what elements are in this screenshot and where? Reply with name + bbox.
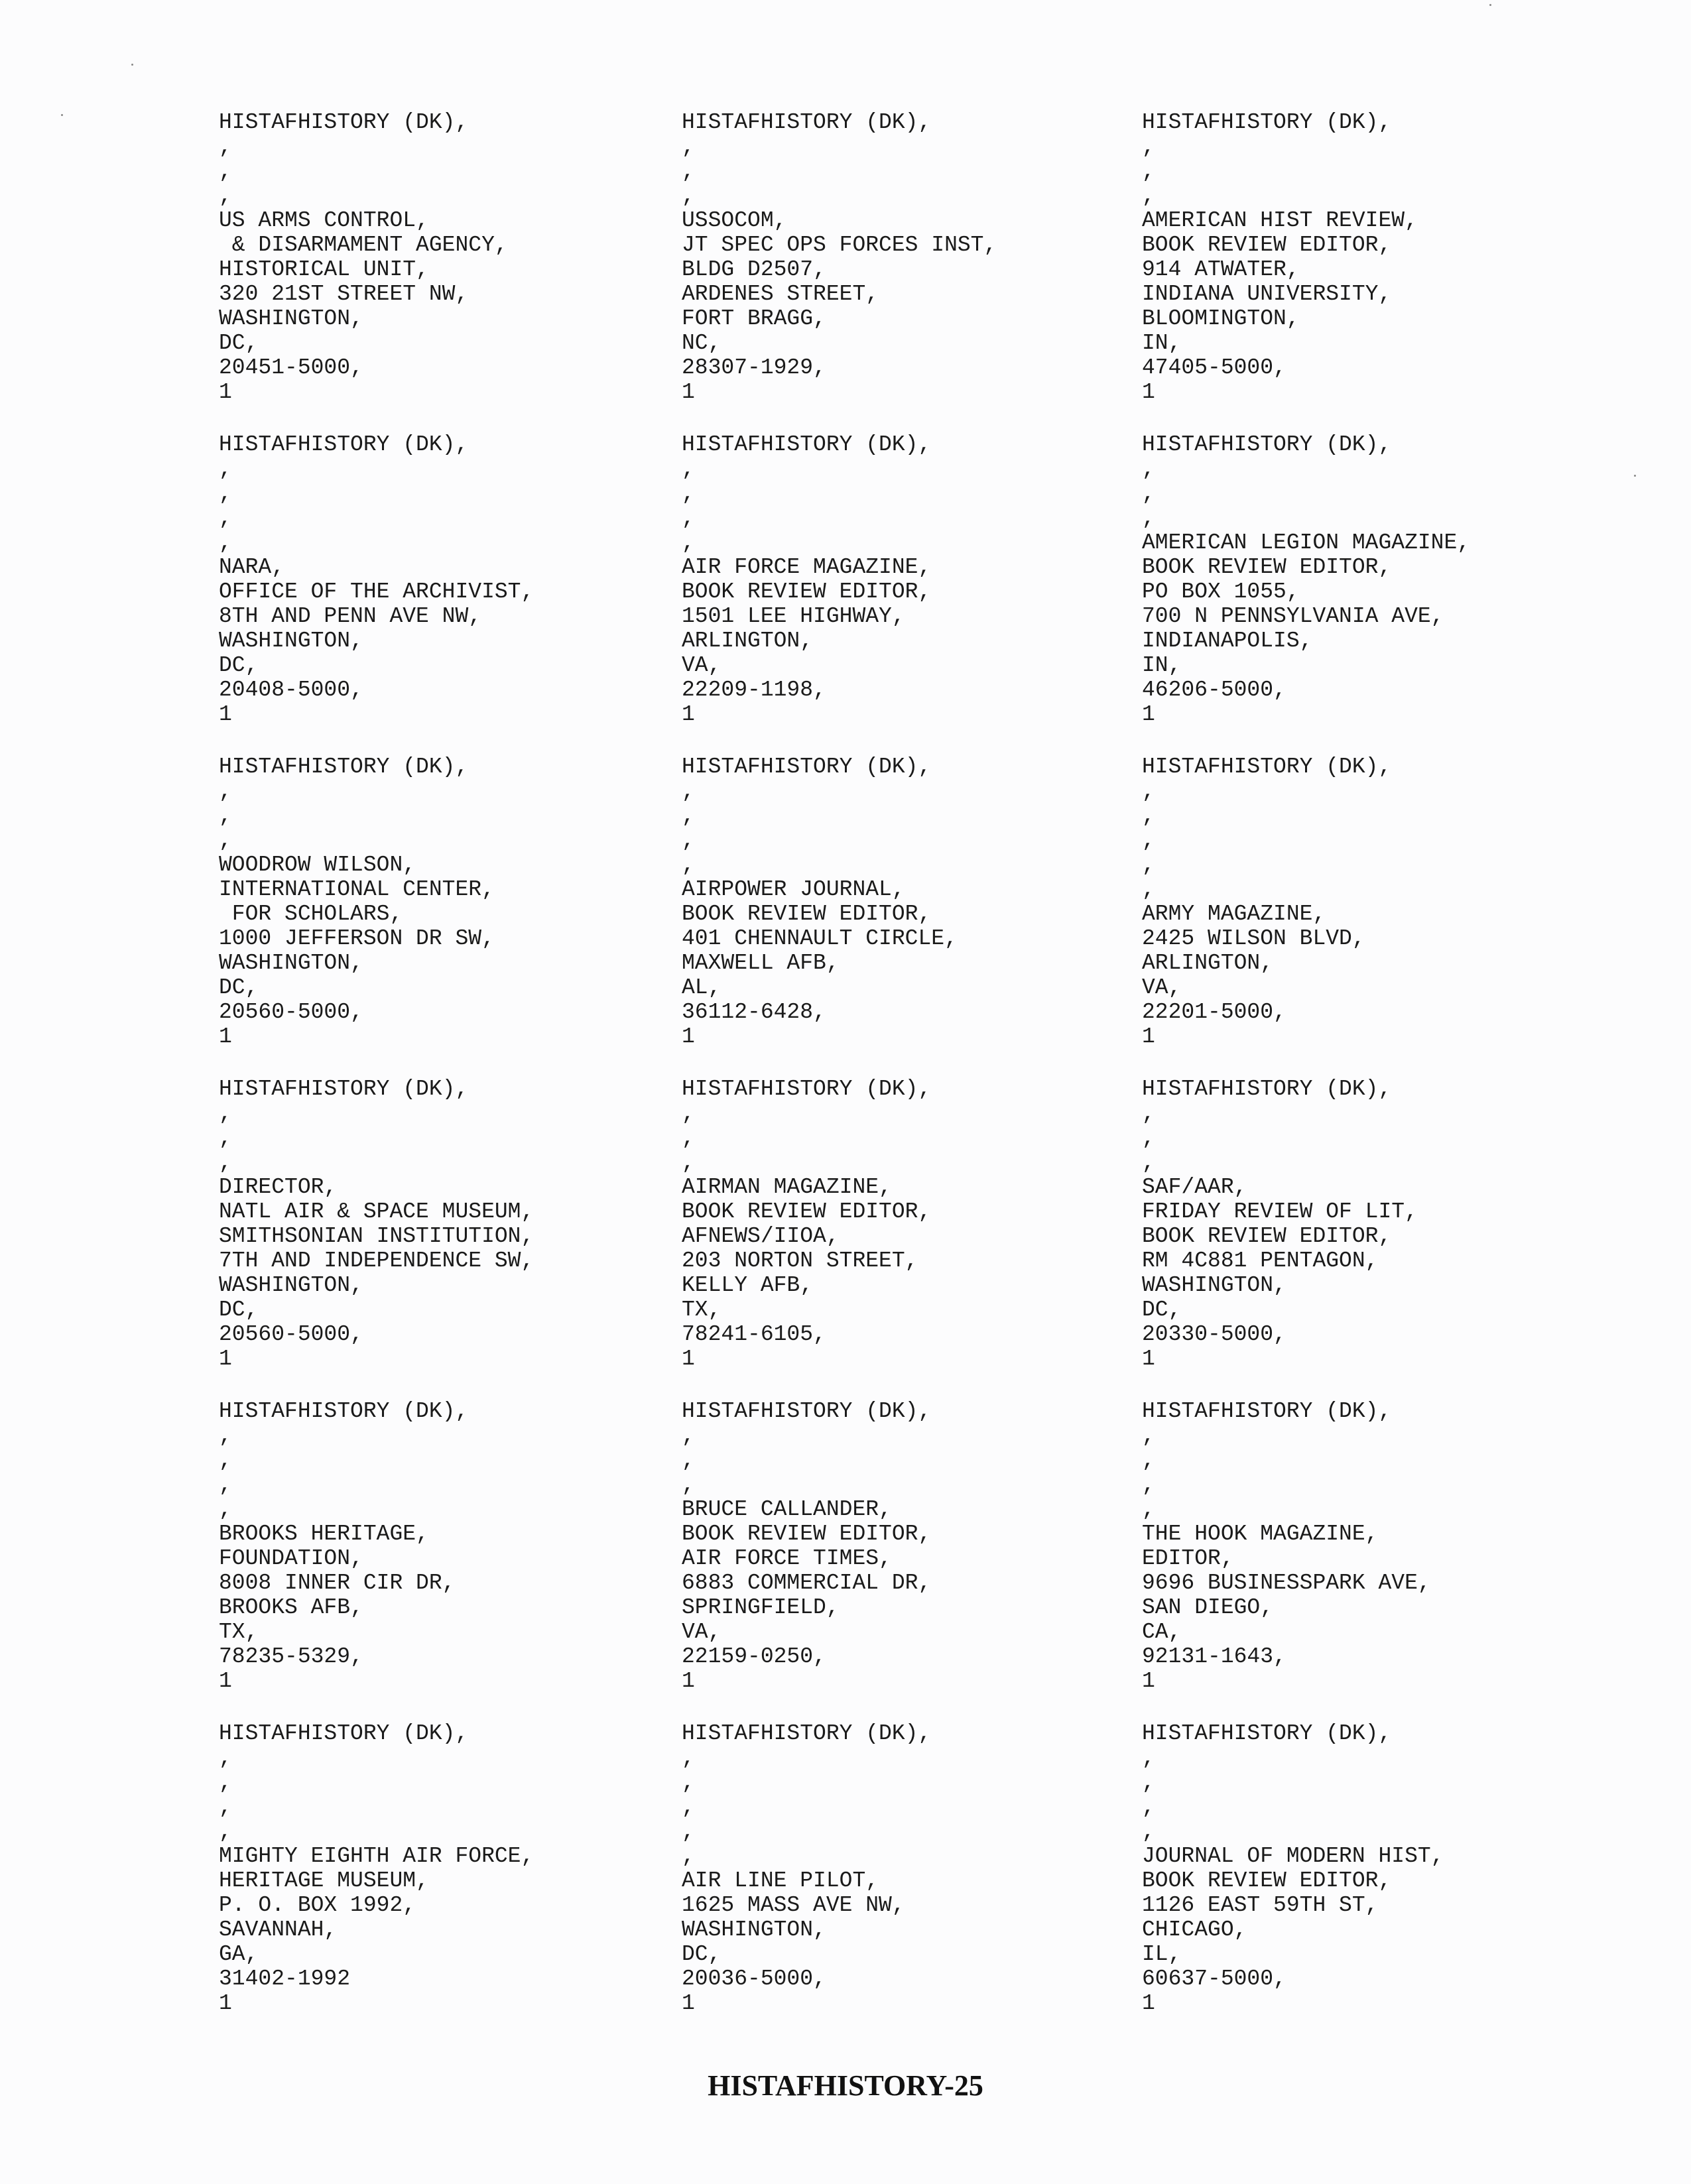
address-label: [219, 110, 670, 404]
address-line: ARDENES STREET,: [682, 282, 879, 306]
address-line: WASHINGTON,: [1142, 1273, 1286, 1298]
address-line: ,: [1142, 1150, 1155, 1175]
address-line: FRIDAY REVIEW OF LIT,: [1142, 1199, 1418, 1224]
address-line: 401 CHENNAULT CIRCLE,: [682, 926, 958, 951]
address-line: HISTAFHISTORY (DK),: [219, 1721, 469, 1746]
address-line: ,: [682, 779, 695, 804]
address-line: ,: [682, 1473, 695, 1497]
address-line: ARMY MAGAZINE,: [1142, 902, 1326, 926]
address-line: P. O. BOX 1992,: [219, 1893, 416, 1917]
label-row: [219, 1077, 1545, 1399]
address-line: 1: [219, 1024, 232, 1049]
address-line: VA,: [1142, 975, 1182, 1000]
address-line: ,: [219, 1448, 232, 1473]
address-line: WASHINGTON,: [219, 951, 363, 975]
address-line: 1: [1142, 702, 1155, 727]
address-line: BOOK REVIEW EDITOR,: [682, 1522, 932, 1546]
address-line: AIRMAN MAGAZINE,: [682, 1175, 892, 1199]
address-line: INDIANA UNIVERSITY,: [1142, 282, 1392, 306]
address-label: [1142, 432, 1593, 727]
address-line: ,: [682, 828, 695, 853]
address-line: ,: [682, 804, 695, 828]
address-line: AMERICAN LEGION MAGAZINE,: [1142, 530, 1471, 555]
address-line: 1: [1142, 1024, 1155, 1049]
address-line: 1: [219, 1991, 232, 2016]
address-line: CHICAGO,: [1142, 1917, 1247, 1942]
address-line: OFFICE OF THE ARCHIVIST,: [219, 579, 534, 604]
label-row: [219, 755, 1545, 1077]
scan-speck: [1634, 475, 1636, 477]
address-line: NC,: [682, 331, 721, 355]
address-line: ,: [1142, 804, 1155, 828]
address-line: 8TH AND PENN AVE NW,: [219, 604, 482, 629]
address-line: IN,: [1142, 331, 1182, 355]
address-line: HISTAFHISTORY (DK),: [682, 110, 932, 135]
address-line: 7TH AND INDEPENDENCE SW,: [219, 1248, 534, 1273]
address-line: SAVANNAH,: [219, 1917, 338, 1942]
address-line: HISTAFHISTORY (DK),: [219, 1399, 469, 1424]
address-line: FORT BRAGG,: [682, 306, 826, 331]
address-line: HISTAFHISTORY (DK),: [1142, 110, 1392, 135]
address-line: 1: [682, 1669, 695, 1693]
address-line: HISTORICAL UNIT,: [219, 257, 429, 282]
address-line: CA,: [1142, 1620, 1182, 1644]
address-line: ,: [1142, 457, 1155, 481]
address-label: [682, 1721, 1133, 2016]
address-line: 1: [219, 702, 232, 727]
address-line: ,: [219, 1795, 232, 1819]
address-line: BOOK REVIEW EDITOR,: [1142, 1868, 1392, 1893]
address-line: NARA,: [219, 555, 285, 579]
address-line: 20408-5000,: [219, 678, 363, 702]
address-line: 47405-5000,: [1142, 355, 1286, 380]
address-line: AIR FORCE TIMES,: [682, 1546, 892, 1571]
address-line: 203 NORTON STREET,: [682, 1248, 918, 1273]
label-row: [219, 432, 1545, 755]
address-line: 700 N PENNSYLVANIA AVE,: [1142, 604, 1444, 629]
address-line: 1126 EAST 59TH ST,: [1142, 1893, 1379, 1917]
address-line: ,: [682, 530, 695, 555]
address-line: JOURNAL OF MODERN HIST,: [1142, 1844, 1444, 1868]
address-line: 22209-1198,: [682, 678, 826, 702]
address-line: ,: [1142, 1770, 1155, 1795]
address-line: ,: [1142, 184, 1155, 208]
address-line: ,: [1142, 1448, 1155, 1473]
address-line: DC,: [219, 653, 259, 678]
address-line: HISTAFHISTORY (DK),: [682, 1721, 932, 1746]
address-line: ,: [219, 1150, 232, 1175]
address-line: PO BOX 1055,: [1142, 579, 1300, 604]
address-line: DC,: [219, 1298, 259, 1322]
address-line: 28307-1929,: [682, 355, 826, 380]
address-line: 1: [682, 1024, 695, 1049]
address-line: 1: [219, 1669, 232, 1693]
address-line: ,: [682, 159, 695, 184]
address-line: 1501 LEE HIGHWAY,: [682, 604, 905, 629]
address-label: [219, 432, 670, 727]
address-line: 78241-6105,: [682, 1322, 826, 1347]
label-row: [219, 1721, 1545, 2043]
address-label: [219, 1399, 670, 1693]
label-row: [219, 1399, 1545, 1721]
address-label: [1142, 755, 1593, 1049]
address-line: TX,: [219, 1620, 259, 1644]
address-label: [219, 1077, 670, 1371]
address-line: DC,: [219, 331, 259, 355]
address-line: IN,: [1142, 653, 1182, 678]
address-line: ,: [219, 481, 232, 506]
address-line: THE HOOK MAGAZINE,: [1142, 1522, 1379, 1546]
address-line: HISTAFHISTORY (DK),: [1142, 755, 1392, 779]
address-line: ,: [1142, 853, 1155, 877]
address-line: SPRINGFIELD,: [682, 1595, 840, 1620]
address-line: WASHINGTON,: [219, 629, 363, 653]
label-row: [219, 110, 1545, 432]
address-line: 20560-5000,: [219, 1000, 363, 1024]
address-line: 20330-5000,: [1142, 1322, 1286, 1347]
address-line: ,: [1142, 1424, 1155, 1448]
address-line: 92131-1643,: [1142, 1644, 1286, 1669]
address-line: 914 ATWATER,: [1142, 257, 1300, 282]
address-line: HISTAFHISTORY (DK),: [682, 432, 932, 457]
address-line: & DISARMAMENT AGENCY,: [219, 233, 508, 257]
address-line: ,: [219, 1819, 232, 1844]
address-line: ,: [219, 135, 232, 159]
address-line: ,: [682, 506, 695, 530]
address-line: BLDG D2507,: [682, 257, 826, 282]
address-line: ,: [1142, 1746, 1155, 1770]
address-line: AL,: [682, 975, 721, 1000]
address-line: BRUCE CALLANDER,: [682, 1497, 892, 1522]
address-line: ,: [682, 853, 695, 877]
address-line: 6883 COMMERCIAL DR,: [682, 1571, 932, 1595]
address-line: ,: [682, 135, 695, 159]
address-line: BROOKS HERITAGE,: [219, 1522, 429, 1546]
address-label: [682, 1399, 1133, 1693]
address-line: SAF/AAR,: [1142, 1175, 1247, 1199]
address-line: ,: [1142, 481, 1155, 506]
address-line: ,: [219, 1101, 232, 1126]
address-line: ,: [219, 828, 232, 853]
address-label: [1142, 1721, 1593, 2016]
address-line: VA,: [682, 653, 721, 678]
address-label: [1142, 110, 1593, 404]
address-line: 1: [682, 702, 695, 727]
address-label: [682, 432, 1133, 727]
address-line: 1: [682, 380, 695, 404]
address-line: ARLINGTON,: [1142, 951, 1274, 975]
address-line: 36112-6428,: [682, 1000, 826, 1024]
address-line: ARLINGTON,: [682, 629, 814, 653]
address-line: BOOK REVIEW EDITOR,: [682, 579, 932, 604]
address-line: 8008 INNER CIR DR,: [219, 1571, 456, 1595]
address-label: [219, 755, 670, 1049]
address-line: BROOKS AFB,: [219, 1595, 363, 1620]
address-line: ,: [1142, 1473, 1155, 1497]
address-line: ,: [219, 1126, 232, 1150]
address-line: 320 21ST STREET NW,: [219, 282, 469, 306]
address-line: DC,: [682, 1942, 721, 1967]
address-line: 78235-5329,: [219, 1644, 363, 1669]
address-line: AIR FORCE MAGAZINE,: [682, 555, 932, 579]
address-line: BOOK REVIEW EDITOR,: [1142, 1224, 1392, 1248]
address-line: 20451-5000,: [219, 355, 363, 380]
address-label: [1142, 1399, 1593, 1693]
address-line: AMERICAN HIST REVIEW,: [1142, 208, 1418, 233]
address-line: ,: [219, 804, 232, 828]
address-line: FOR SCHOLARS,: [219, 902, 403, 926]
address-line: HISTAFHISTORY (DK),: [1142, 1721, 1392, 1746]
address-line: HISTAFHISTORY (DK),: [1142, 432, 1392, 457]
address-line: BOOK REVIEW EDITOR,: [682, 1199, 932, 1224]
address-line: HISTAFHISTORY (DK),: [219, 432, 469, 457]
address-line: ,: [1142, 1795, 1155, 1819]
address-line: RM 4C881 PENTAGON,: [1142, 1248, 1379, 1273]
address-line: ,: [219, 457, 232, 481]
address-line: EDITOR,: [1142, 1546, 1234, 1571]
address-line: 1: [682, 1991, 695, 2016]
address-line: AFNEWS/IIOA,: [682, 1224, 840, 1248]
address-line: BOOK REVIEW EDITOR,: [682, 902, 932, 926]
address-line: HISTAFHISTORY (DK),: [219, 1077, 469, 1101]
address-line: ,: [682, 1770, 695, 1795]
address-line: DIRECTOR,: [219, 1175, 338, 1199]
address-line: VA,: [682, 1620, 721, 1644]
address-line: US ARMS CONTROL,: [219, 208, 429, 233]
address-line: JT SPEC OPS FORCES INST,: [682, 233, 997, 257]
address-line: BOOK REVIEW EDITOR,: [1142, 555, 1392, 579]
address-label-grid: [219, 110, 1545, 2043]
address-line: ,: [1142, 1101, 1155, 1126]
address-line: SMITHSONIAN INSTITUTION,: [219, 1224, 534, 1248]
address-line: 22201-5000,: [1142, 1000, 1286, 1024]
address-line: 1: [1142, 1669, 1155, 1693]
scan-speck: [61, 114, 63, 116]
address-line: ,: [682, 457, 695, 481]
address-line: ,: [1142, 159, 1155, 184]
address-line: ,: [219, 506, 232, 530]
address-line: SAN DIEGO,: [1142, 1595, 1274, 1620]
address-line: ,: [219, 184, 232, 208]
address-line: ,: [1142, 506, 1155, 530]
address-label: [682, 1077, 1133, 1371]
address-line: DC,: [219, 975, 259, 1000]
address-line: GA,: [219, 1942, 259, 1967]
address-line: MAXWELL AFB,: [682, 951, 840, 975]
address-line: ,: [1142, 779, 1155, 804]
address-line: WASHINGTON,: [219, 306, 363, 331]
address-line: 9696 BUSINESSPARK AVE,: [1142, 1571, 1431, 1595]
address-label: [219, 1721, 670, 2016]
address-line: IL,: [1142, 1942, 1182, 1967]
address-line: 1: [219, 1347, 232, 1371]
address-line: ,: [682, 1448, 695, 1473]
address-line: ,: [219, 1770, 232, 1795]
address-line: ,: [219, 779, 232, 804]
address-line: 46206-5000,: [1142, 678, 1286, 702]
address-line: BLOOMINGTON,: [1142, 306, 1300, 331]
address-line: AIRPOWER JOURNAL,: [682, 877, 905, 902]
address-line: USSOCOM,: [682, 208, 787, 233]
address-line: ,: [219, 530, 232, 555]
address-line: ,: [682, 481, 695, 506]
address-line: ,: [1142, 1497, 1155, 1522]
address-label: [682, 110, 1133, 404]
address-line: ,: [219, 1497, 232, 1522]
address-label: [1142, 1077, 1593, 1371]
address-line: INTERNATIONAL CENTER,: [219, 877, 495, 902]
address-line: WASHINGTON,: [682, 1917, 826, 1942]
address-line: HISTAFHISTORY (DK),: [219, 110, 469, 135]
address-line: MIGHTY EIGHTH AIR FORCE,: [219, 1844, 534, 1868]
address-line: 1: [219, 380, 232, 404]
address-line: ,: [1142, 135, 1155, 159]
page-footer-label: HISTAFHISTORY-25: [708, 2069, 983, 2102]
address-line: ,: [682, 1819, 695, 1844]
address-line: 1: [1142, 1991, 1155, 2016]
address-line: 31402-1992: [219, 1967, 351, 1991]
address-line: ,: [219, 159, 232, 184]
address-line: HISTAFHISTORY (DK),: [219, 755, 469, 779]
address-line: ,: [682, 1126, 695, 1150]
address-line: ,: [1142, 1126, 1155, 1150]
address-line: ,: [682, 1150, 695, 1175]
address-line: HISTAFHISTORY (DK),: [682, 755, 932, 779]
address-line: ,: [219, 1746, 232, 1770]
address-line: HISTAFHISTORY (DK),: [1142, 1077, 1392, 1101]
address-line: ,: [1142, 828, 1155, 853]
scan-speck: [131, 64, 133, 66]
address-line: 2425 WILSON BLVD,: [1142, 926, 1365, 951]
address-label: [682, 755, 1133, 1049]
address-line: WASHINGTON,: [219, 1273, 363, 1298]
address-line: AIR LINE PILOT,: [682, 1868, 879, 1893]
address-line: HISTAFHISTORY (DK),: [682, 1077, 932, 1101]
address-line: ,: [682, 1795, 695, 1819]
address-line: WOODROW WILSON,: [219, 853, 416, 877]
address-line: 22159-0250,: [682, 1644, 826, 1669]
address-line: ,: [1142, 1819, 1155, 1844]
scan-speck: [1489, 4, 1491, 6]
address-line: INDIANAPOLIS,: [1142, 629, 1313, 653]
address-line: ,: [682, 1424, 695, 1448]
address-line: ,: [682, 1844, 695, 1868]
address-line: TX,: [682, 1298, 721, 1322]
address-line: 20560-5000,: [219, 1322, 363, 1347]
address-line: KELLY AFB,: [682, 1273, 814, 1298]
address-line: 1: [1142, 380, 1155, 404]
address-line: HISTAFHISTORY (DK),: [1142, 1399, 1392, 1424]
address-line: ,: [219, 1424, 232, 1448]
address-line: DC,: [1142, 1298, 1182, 1322]
address-line: 1625 MASS AVE NW,: [682, 1893, 905, 1917]
address-line: BOOK REVIEW EDITOR,: [1142, 233, 1392, 257]
address-line: FOUNDATION,: [219, 1546, 363, 1571]
address-line: ,: [219, 1473, 232, 1497]
address-line: NATL AIR & SPACE MUSEUM,: [219, 1199, 534, 1224]
address-line: ,: [682, 184, 695, 208]
address-line: 1: [682, 1347, 695, 1371]
address-line: 1: [1142, 1347, 1155, 1371]
address-line: HISTAFHISTORY (DK),: [682, 1399, 932, 1424]
address-line: 20036-5000,: [682, 1967, 826, 1991]
address-line: ,: [1142, 877, 1155, 902]
address-line: ,: [682, 1101, 695, 1126]
address-line: 60637-5000,: [1142, 1967, 1286, 1991]
address-line: 1000 JEFFERSON DR SW,: [219, 926, 495, 951]
address-line: HERITAGE MUSEUM,: [219, 1868, 429, 1893]
address-line: ,: [682, 1746, 695, 1770]
